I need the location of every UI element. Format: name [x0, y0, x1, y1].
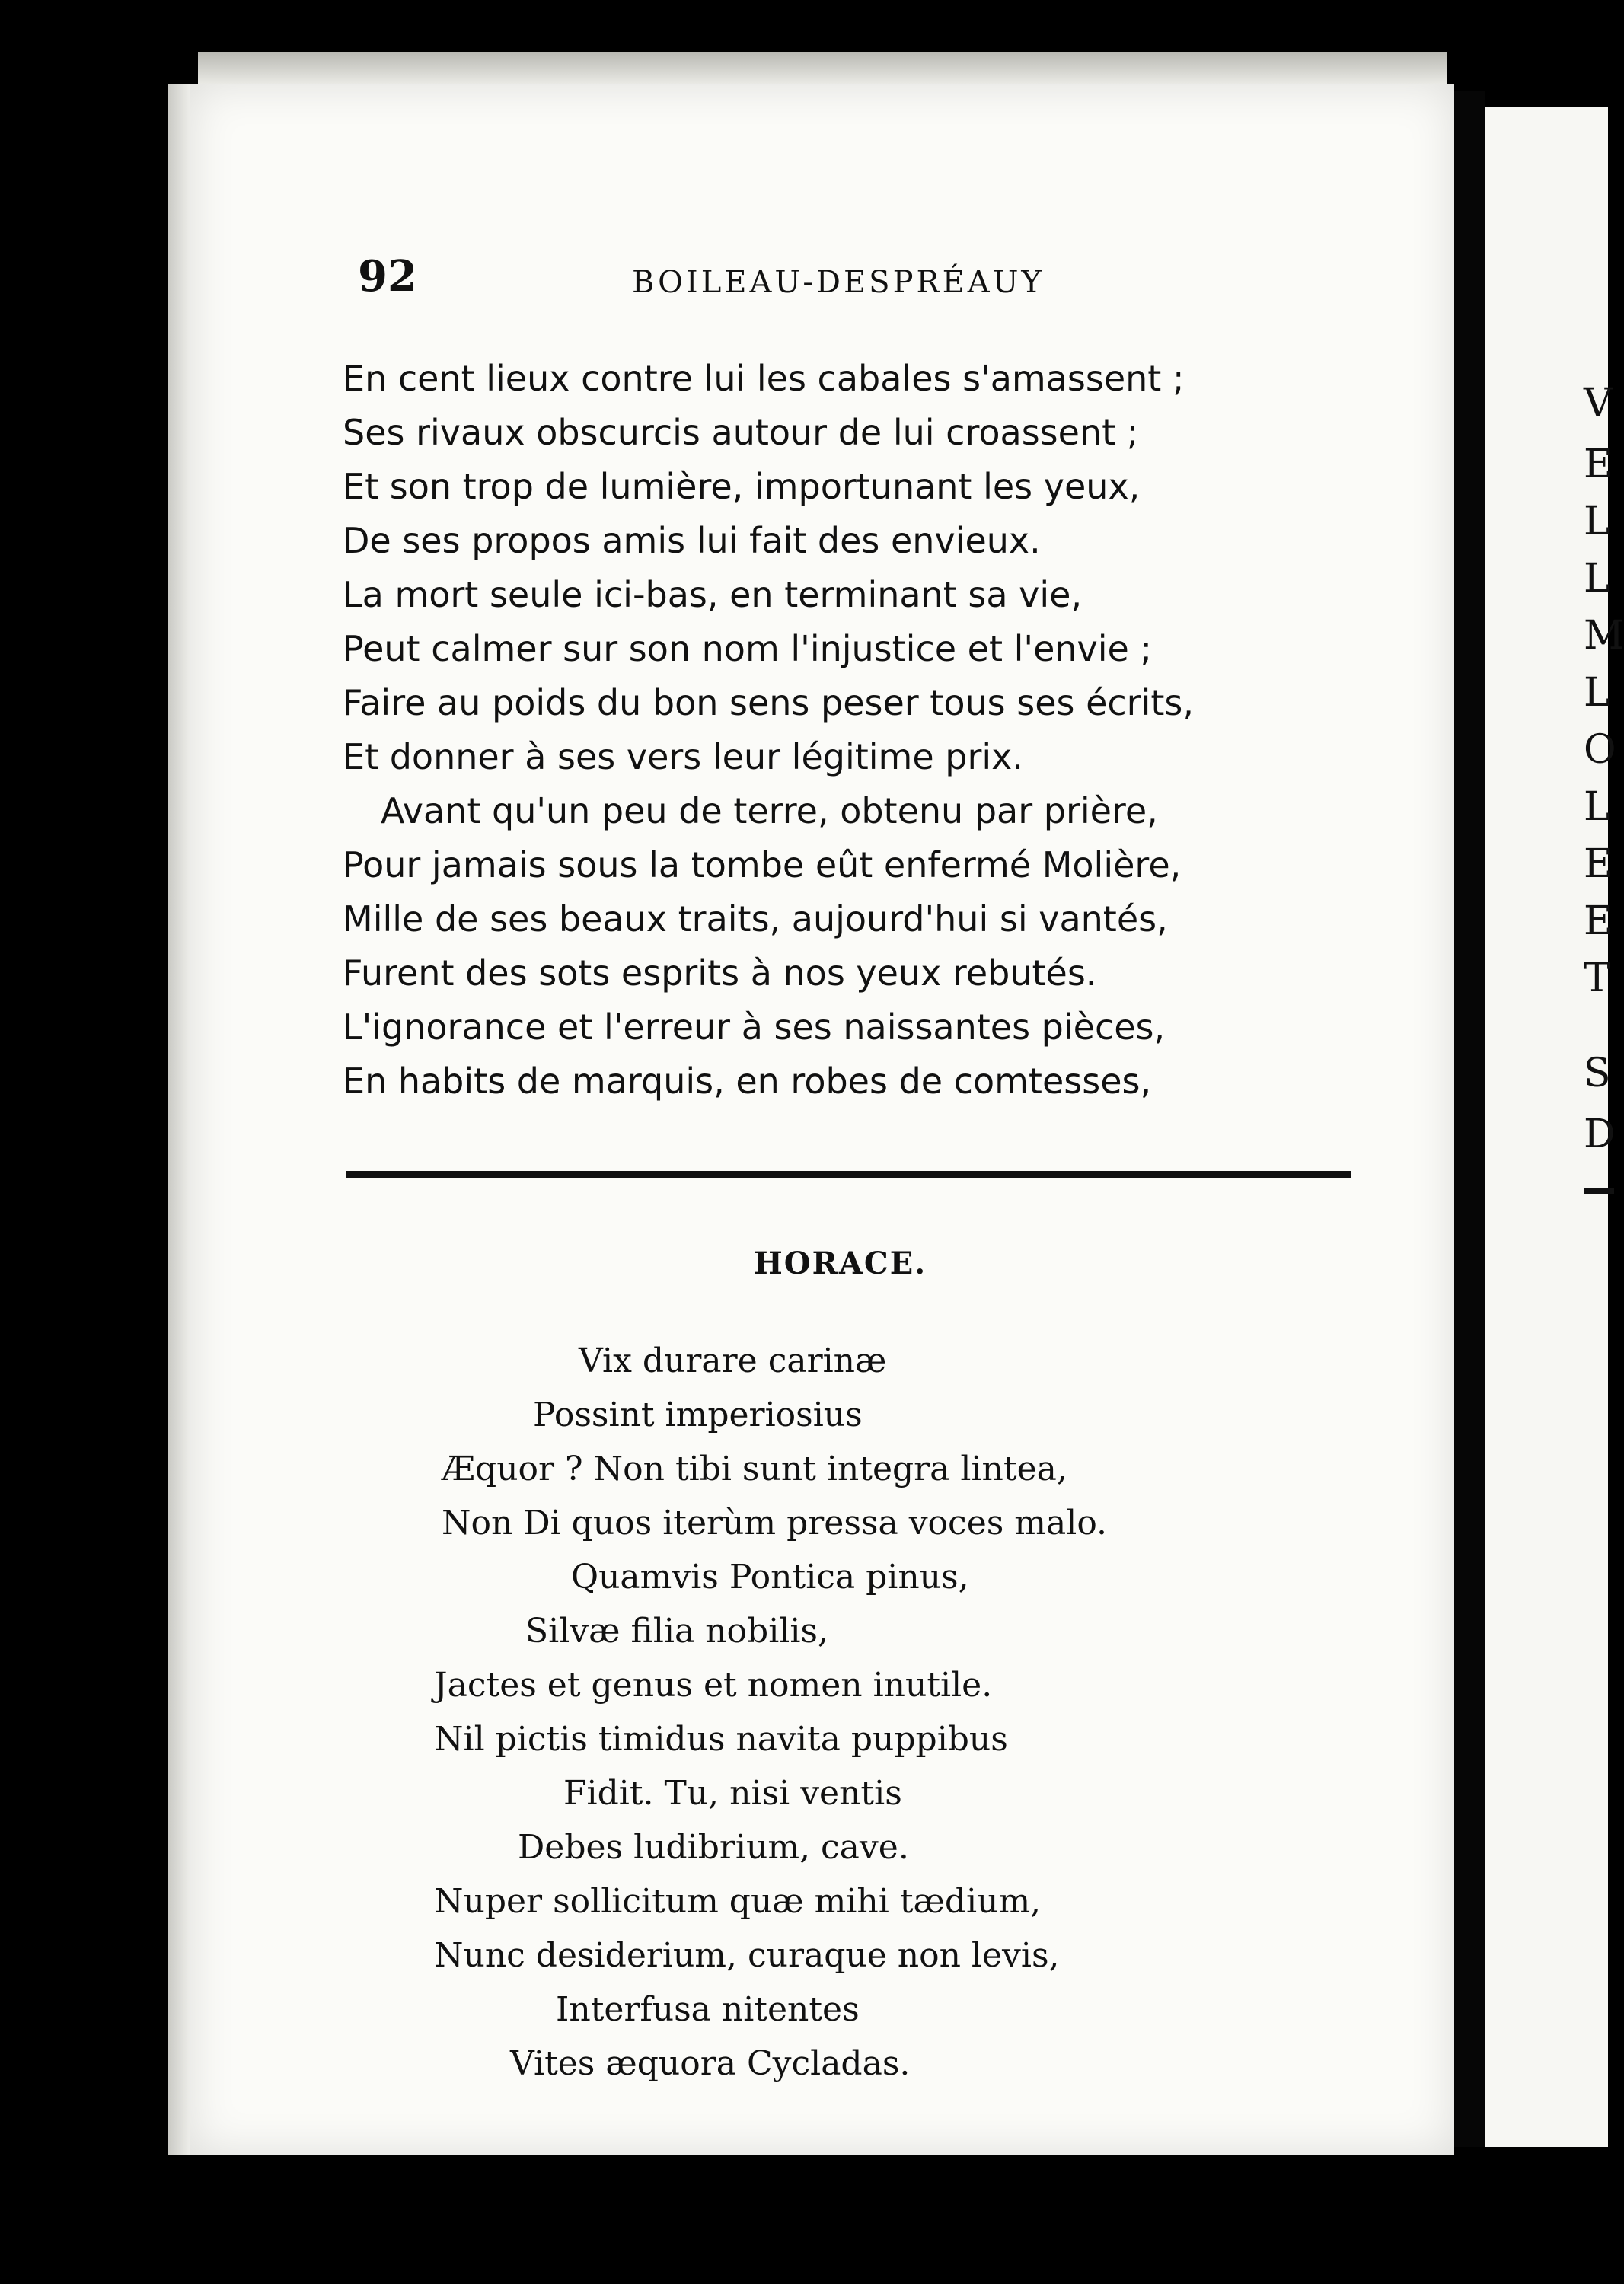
- ode-line: Vites æquora Cycladas.: [510, 2044, 911, 2083]
- poem-line: En cent lieux contre lui les cabales s'amassent ;: [343, 358, 1185, 399]
- facing-page-letter: L: [1584, 556, 1610, 601]
- poem-line: Mille de ses beaux traits, aujourd'hui si vantés,: [343, 898, 1168, 939]
- poem-line: En habits de marquis, en robes de comtesses,: [343, 1061, 1152, 1102]
- ode-line: Jactes et genus et nomen inutile.: [434, 1666, 993, 1705]
- ode-line: Fidit. Tu, nisi ventis: [563, 1774, 902, 1813]
- ode-line: Possint imperiosius: [533, 1396, 863, 1434]
- ode-line: Non Di quos iterùm pressa voces malo.: [442, 1504, 1108, 1542]
- poem-line: Pour jamais sous la tombe eût enfermé Molière,: [343, 844, 1182, 885]
- poem-block: [343, 352, 1409, 1109]
- facing-page-letter: D: [1584, 1112, 1616, 1157]
- facing-page: [1485, 107, 1624, 2147]
- facing-page-letter: S: [1584, 1051, 1611, 1096]
- poem-line: Avant qu'un peu de terre, obtenu par prière,: [381, 790, 1158, 831]
- ode-line: Silvæ filia nobilis,: [525, 1612, 828, 1651]
- running-head: [358, 251, 1370, 312]
- ode-line: Nunc desiderium, curaque non levis,: [434, 1936, 1060, 1975]
- ode-line: Nuper sollicitum quæ mihi tædium,: [434, 1882, 1042, 1921]
- book-gutter: [1454, 91, 1485, 2147]
- horace-ode: [426, 1334, 1340, 2091]
- poem-line: De ses propos amis lui fait des envieux.: [343, 520, 1041, 561]
- facing-page-letter: L: [1584, 784, 1610, 830]
- facing-page-letter: E: [1584, 442, 1613, 487]
- facing-page-letter: L: [1584, 670, 1610, 716]
- ode-line: Quamvis Pontica pinus,: [571, 1558, 969, 1597]
- poem-line: Furent des sots esprits à nos yeux rebutés.: [343, 952, 1097, 994]
- page-top-edge: [198, 52, 1447, 84]
- facing-page-letter: L: [1584, 499, 1610, 544]
- running-title: BOILEAU-DESPRÉAUY: [632, 265, 1045, 300]
- page-left-edge: [168, 84, 190, 2155]
- facing-page-letter: E: [1584, 841, 1613, 887]
- poem-line: Et son trop de lumière, importunant les yeux,: [343, 466, 1141, 507]
- section-divider: [346, 1171, 1351, 1178]
- poem-line: L'ignorance et l'erreur à ses naissantes pièces,: [343, 1006, 1166, 1048]
- ode-line: Vix durare carinæ: [579, 1341, 887, 1380]
- ode-line: Nil pictis timidus navita puppibus: [434, 1720, 1008, 1759]
- poem-line: La mort seule ici-bas, en terminant sa vie,: [343, 574, 1083, 615]
- section-title: HORACE.: [754, 1246, 927, 1281]
- facing-page-letter: O: [1584, 727, 1616, 773]
- facing-page-letter: T: [1584, 955, 1610, 1001]
- poem-line: Et donner à ses vers leur légitime prix.: [343, 736, 1024, 777]
- ode-line: Debes ludibrium, cave.: [518, 1828, 909, 1867]
- page-number: 92: [358, 251, 417, 301]
- facing-page-rule: [1584, 1188, 1614, 1194]
- poem-line: Peut calmer sur son nom l'injustice et l'envie ;: [343, 628, 1152, 669]
- facing-page-letter: V: [1584, 381, 1613, 426]
- poem-line: Faire au poids du bon sens peser tous ses écrits,: [343, 682, 1194, 723]
- ode-line: Æquor ? Non tibi sunt integra lintea,: [442, 1450, 1067, 1488]
- facing-page-letter: E: [1584, 898, 1613, 944]
- poem-line: Ses rivaux obscurcis autour de lui croassent ;: [343, 412, 1139, 453]
- facing-page-letter: M: [1584, 613, 1624, 659]
- ode-line: Interfusa nitentes: [556, 1990, 860, 2029]
